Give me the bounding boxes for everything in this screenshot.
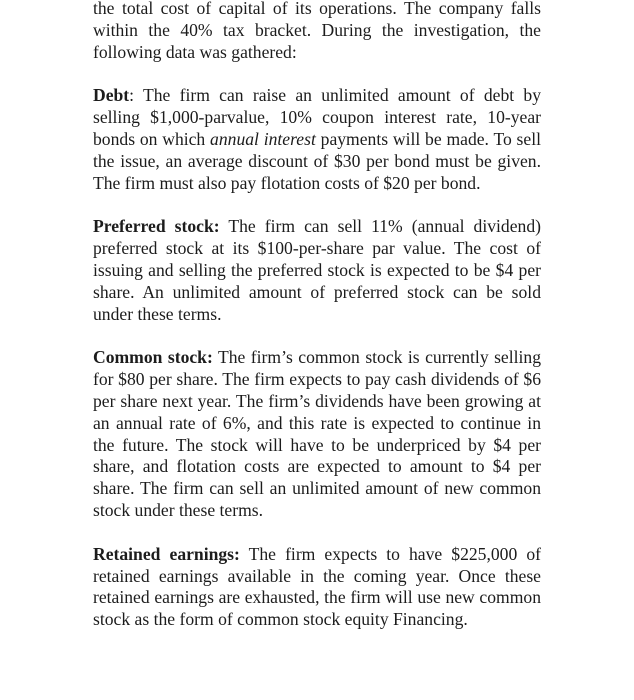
retained-earnings-paragraph <box>93 544 541 631</box>
paragraph-gap <box>93 63 541 85</box>
preferred-stock-heading: Preferred stock: <box>93 216 220 237</box>
debt-body-end: payments will be made. To sell the issue, an average discount of $30 per bond must be given. The firm must also pay flotation costs of $20 per bond. <box>93 128 541 193</box>
paragraph-gap <box>93 522 541 544</box>
debt-paragraph <box>93 85 541 194</box>
common-stock-body: The firm’s common stock is currently selling for $80 per share. The firm expects to pay cash dividends of $6 per share next year. The firm’s dividends have been growing at an annual rate of 6%, and this rate is expected to continue in the future. The stock will have to be underpriced by $4 per share, and flotation costs are expected to amount to $4 per share. The firm can sell an unlimited amount of new common stock under these terms. <box>93 347 542 520</box>
debt-emphasis: annual interest <box>210 128 316 149</box>
common-stock-paragraph <box>93 347 541 521</box>
paragraph-gap <box>93 325 541 347</box>
retained-earnings-heading: Retained earnings: <box>93 543 240 564</box>
preferred-stock-body: The firm can sell 11% (annual dividend) preferred stock at its $100-per-share par value. The cost of issuing and selling the preferred stock is expected to be $4 per share. An unlimited amount of preferred stock can be sold under these terms. <box>93 216 541 324</box>
common-stock-heading: Common stock: <box>93 347 213 368</box>
debt-heading: Debt <box>93 85 130 106</box>
intro-text: the total cost of capital of its operations. The company falls within the 40% tax bracket. During the investigation, the following data was gathered: <box>93 0 541 62</box>
retained-earnings-body: The firm expects to have $225,000 of retained earnings available in the coming year. Once these retained earnings are exhausted, the firm will use new common stock as the form of common stock equity Financing. <box>93 543 541 630</box>
document-page <box>93 0 541 631</box>
paragraph-gap <box>93 194 541 216</box>
debt-body-start: : The firm can raise an unlimited amount of debt by selling $1,000-parvalue, 10% coupon interest rate, 10-year bonds on which <box>93 85 541 149</box>
intro-paragraph <box>93 0 541 63</box>
preferred-stock-paragraph <box>93 216 541 325</box>
